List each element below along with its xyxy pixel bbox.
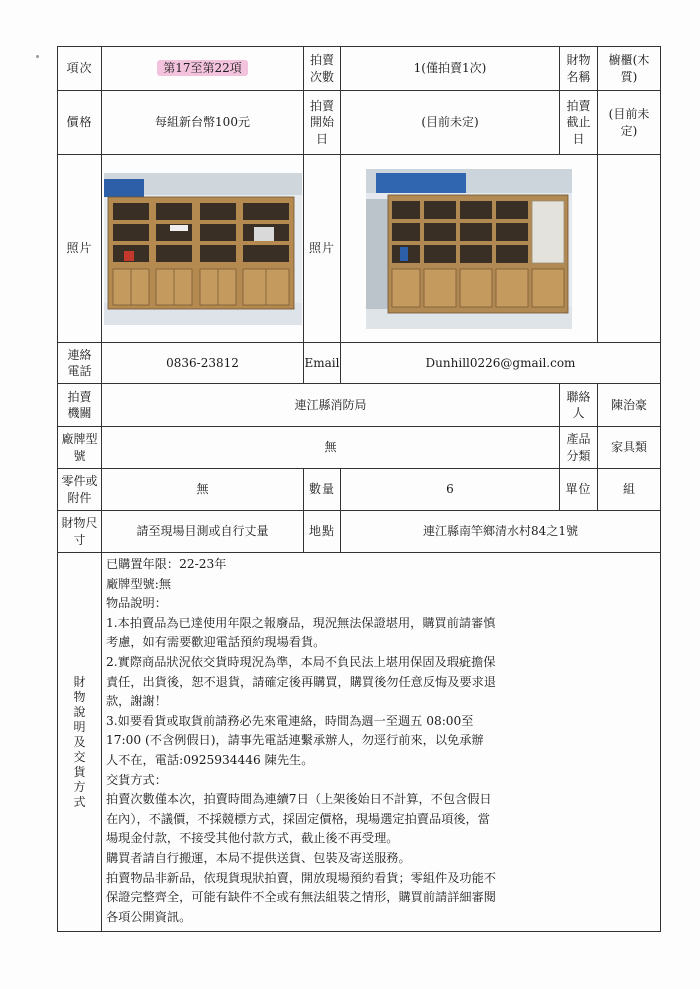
- cabinet-photo-1: [104, 173, 302, 325]
- scan-speck: [36, 55, 39, 58]
- auction-info-table: [57, 46, 661, 932]
- desc-line: 考慮，如有需要歡迎電話預約現場看貨。: [106, 635, 326, 650]
- description-label: 財 物 說 明 及 交 貨 方 式: [58, 553, 102, 932]
- desc-line: 購買者請自行搬運，本局不提供送貨、包裝及寄送服務。: [106, 850, 411, 865]
- item-no-value: [102, 47, 304, 91]
- desc-line: 各項公開資訊。: [106, 909, 192, 924]
- quantity-value: 6: [341, 469, 560, 511]
- end-date-label: 拍賣 截止 日: [560, 91, 598, 155]
- desc-line: 場現金付款，不接受其他付款方式，截止後不再受理。: [106, 831, 399, 846]
- start-date-label: 拍賣 開始 日: [304, 91, 341, 155]
- desc-line: 款，謝謝！: [106, 694, 167, 709]
- contact-person-label: 聯絡 人: [560, 384, 598, 427]
- desc-line: 在內），不議價，不採競標方式，採固定價格，現場選定拍賣品項後，當: [106, 811, 490, 826]
- property-name-label: 財物 名稱: [560, 47, 598, 91]
- desc-line: 3.如要看貨或取貨前請務必先來電連絡，時間為週一至週五 08:00至: [106, 713, 474, 728]
- parts-value: 無: [102, 469, 304, 511]
- desc-line: 廠牌型號:無: [106, 576, 172, 591]
- location-label: 地點: [304, 511, 341, 553]
- quantity-label: 數量: [304, 469, 341, 511]
- photo-cell-2: [341, 155, 598, 343]
- desc-line: 17:00 (不含例假日)，請事先電話連繫承辦人，勿逕行前來，以免承辦: [106, 733, 484, 748]
- start-date-value: (目前未定): [341, 91, 560, 155]
- row-contact: [58, 343, 661, 384]
- desc-line: 責任，出貨後，恕不退貨，請確定後再購買，購買後勿任意反悔及要求退: [106, 674, 496, 689]
- item-no-highlight: 第17至第22項: [157, 60, 248, 76]
- desc-line: 已購置年限：22-23年: [106, 557, 227, 571]
- size-value: 請至現場目測或自行丈量: [102, 511, 304, 553]
- desc-line: 2.實際商品狀況依交貨時現況為準，本局不負民法上堪用保固及瑕疵擔保: [106, 654, 496, 669]
- email-value: Dunhill0226@gmail.com: [341, 343, 661, 384]
- unit-label: 單位: [560, 469, 598, 511]
- desc-line: 拍賣物品非新品，依現貨現狀拍賣，開放現場預約看貨；零組件及功能不: [106, 870, 496, 885]
- phone-value: 0836-23812: [102, 343, 304, 384]
- contact-person-value: 陳治豪: [598, 384, 661, 427]
- parts-label: 零件或 附件: [58, 469, 102, 511]
- photo-label-1: 照片: [58, 155, 102, 343]
- row-agency: [58, 384, 661, 427]
- agency-label: 拍賣 機關: [58, 384, 102, 427]
- cabinet-photo-2: [366, 169, 572, 329]
- desc-line: 保證完整齊全，可能有缺件不全或有無法組裝之情形，購買前請詳細審閱: [106, 890, 496, 905]
- desc-line: 拍賣次數僅本次，拍賣時間為連續7日（上架後始日不計算，不包含假日: [106, 792, 492, 807]
- category-value: 家具類: [598, 427, 661, 469]
- description-body: [102, 553, 661, 932]
- auction-count-value: 1(僅拍賣1次): [341, 47, 560, 91]
- price-value: 每組新台幣100元: [102, 91, 304, 155]
- desc-line: 交貨方式：: [106, 772, 167, 787]
- end-date-value: (目前未 定): [598, 91, 661, 155]
- photo-cell-empty: [598, 155, 661, 343]
- row-brand: [58, 427, 661, 469]
- category-label: 產品 分類: [560, 427, 598, 469]
- unit-value: 組: [598, 469, 661, 511]
- property-name-value: 櫥櫃(木 質): [598, 47, 661, 91]
- photo-cell-1: [102, 155, 304, 343]
- row-photos: [58, 155, 661, 343]
- desc-line: 1.本拍賣品為已達使用年限之報廢品，現況無法保證堪用，購買前請審慎: [106, 615, 496, 630]
- phone-label: 連絡 電話: [58, 343, 102, 384]
- desc-line: 人不在，電話:0925934446 陳先生。: [106, 752, 314, 767]
- price-label: 價格: [58, 91, 102, 155]
- row-item-no: [58, 47, 661, 91]
- row-size: [58, 511, 661, 553]
- row-description: [58, 553, 661, 932]
- agency-value: 連江縣消防局: [102, 384, 560, 427]
- photo-label-2: 照片: [304, 155, 341, 343]
- email-label: Email: [304, 343, 341, 384]
- brand-label: 廠牌型 號: [58, 427, 102, 469]
- row-price: [58, 91, 661, 155]
- item-no-label: 項次: [58, 47, 102, 91]
- brand-value: 無: [102, 427, 560, 469]
- auction-count-label: 拍賣 次數: [304, 47, 341, 91]
- size-label: 財物尺 寸: [58, 511, 102, 553]
- row-parts: [58, 469, 661, 511]
- desc-line: 物品說明：: [106, 596, 167, 611]
- location-value: 連江縣南竿鄉清水村84之1號: [341, 511, 661, 553]
